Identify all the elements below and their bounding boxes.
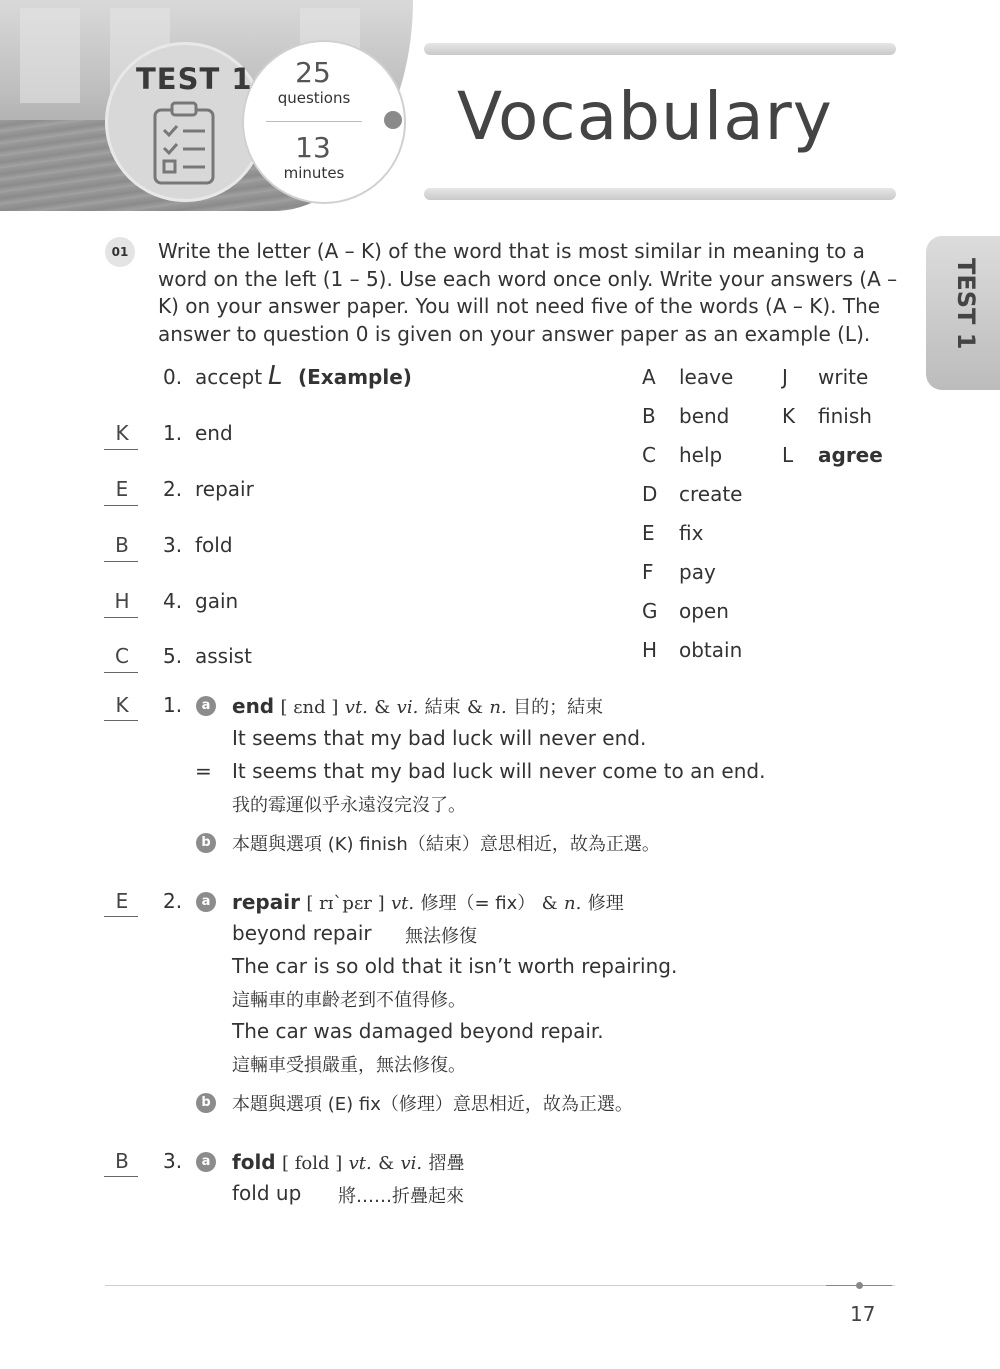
option-word: fix bbox=[679, 521, 704, 545]
example-sentence: It seems that my bad luck will never end. bbox=[232, 726, 647, 750]
explanation-number: 3. bbox=[163, 1149, 183, 1173]
option-letter: L bbox=[782, 443, 794, 467]
example-answer-handwritten: L bbox=[268, 361, 283, 391]
option-letter: F bbox=[642, 560, 654, 584]
section-title: Vocabulary bbox=[457, 78, 833, 155]
example-translation: 這輛車受損嚴重，無法修復。 bbox=[232, 1055, 466, 1076]
ampersand: & bbox=[541, 893, 558, 914]
badge-a: a bbox=[196, 1152, 216, 1172]
question-instruction: Write the letter (A – K) of the word that is most similar in meaning to a word on the left (1 – 5). Use each word once only. Write your answers (A – K) on your answer paper. You will not need five of the words (A – K). The answer to question 0 is given on your answer paper as an example (L). bbox=[158, 239, 898, 346]
option-word: create bbox=[679, 482, 743, 506]
headword: fold bbox=[232, 1150, 276, 1174]
option-letter: A bbox=[642, 365, 656, 389]
questions-label: questions bbox=[277, 89, 351, 107]
item-word: assist bbox=[195, 644, 252, 668]
chinese-meaning: 修理（= fix） bbox=[420, 893, 536, 914]
option-letter: B bbox=[642, 404, 656, 428]
footer-rule bbox=[105, 1285, 895, 1286]
item-word: repair bbox=[195, 477, 254, 501]
answer-line bbox=[104, 672, 138, 673]
item-answer: K bbox=[115, 421, 129, 445]
clipboard-checklist-icon bbox=[152, 100, 216, 186]
answer-rationale: 本題與選項 (E) fix（修理）意思相近，故為正選。 bbox=[232, 1094, 633, 1115]
explanation-number: 1. bbox=[163, 693, 183, 717]
option-word: leave bbox=[679, 365, 734, 389]
item-answer: E bbox=[115, 477, 129, 501]
item-number: 4. bbox=[163, 589, 183, 613]
badge-a: a bbox=[196, 696, 216, 716]
ampersand: & bbox=[378, 1153, 395, 1174]
answer-line bbox=[104, 720, 138, 721]
minutes-label: minutes bbox=[283, 164, 345, 182]
option-word: bend bbox=[679, 404, 730, 428]
example-note: (Example) bbox=[298, 365, 412, 389]
headword: end bbox=[232, 694, 275, 718]
phonetic: [ fold ] bbox=[281, 1153, 343, 1174]
answer-line bbox=[104, 916, 138, 917]
footer-dot bbox=[856, 1282, 863, 1289]
badge-b: b bbox=[196, 833, 216, 853]
answer-line bbox=[104, 449, 138, 450]
explanation-answer: E bbox=[115, 889, 129, 913]
title-bar-bottom bbox=[424, 188, 896, 200]
example-sentence: The car was damaged beyond repair. bbox=[232, 1019, 604, 1043]
part-of-speech: vt. bbox=[348, 1153, 372, 1174]
option-word: pay bbox=[679, 560, 716, 584]
part-of-speech: vt. bbox=[344, 697, 368, 718]
ampersand: & bbox=[467, 697, 484, 718]
option-word: help bbox=[679, 443, 723, 467]
item-number: 5. bbox=[163, 644, 183, 668]
title-bar-top bbox=[424, 43, 896, 55]
option-word-example: agree bbox=[818, 443, 883, 467]
item-word: fold bbox=[195, 533, 233, 557]
equals-sign: = bbox=[195, 759, 212, 783]
chinese-meaning: 目的；結束 bbox=[513, 697, 604, 718]
phrase-translation: 將……折疊起來 bbox=[338, 1186, 464, 1207]
answer-line bbox=[104, 561, 138, 562]
part-of-speech: n. bbox=[564, 893, 582, 914]
test-label: TEST 1 bbox=[136, 62, 253, 96]
answer-line bbox=[104, 1176, 138, 1177]
phrase: fold up bbox=[232, 1181, 302, 1205]
info-divider bbox=[266, 121, 362, 122]
page-number: 17 bbox=[850, 1302, 876, 1326]
item-answer: H bbox=[114, 589, 130, 613]
minutes-count: 13 bbox=[295, 131, 331, 164]
option-word: open bbox=[679, 599, 729, 623]
phrase: beyond repair bbox=[232, 921, 372, 945]
part-of-speech: vi. bbox=[396, 697, 419, 718]
item-answer: B bbox=[115, 533, 129, 557]
option-word: write bbox=[818, 365, 869, 389]
option-word: finish bbox=[818, 404, 872, 428]
phonetic: [ rɪˋpɛr ] bbox=[306, 893, 385, 914]
chinese-meaning: 結束 bbox=[424, 697, 461, 718]
badge-a: a bbox=[196, 892, 216, 912]
part-of-speech: vi. bbox=[400, 1153, 423, 1174]
item-word: gain bbox=[195, 589, 239, 613]
option-letter: K bbox=[782, 404, 796, 428]
option-letter: H bbox=[642, 638, 658, 662]
example-translation: 這輛車的車齡老到不值得修。 bbox=[232, 990, 466, 1011]
questions-count: 25 bbox=[295, 56, 331, 89]
item-number: 3. bbox=[163, 533, 183, 557]
chinese-meaning: 修理 bbox=[587, 893, 624, 914]
info-knob bbox=[384, 111, 402, 129]
explanation-answer: B bbox=[115, 1149, 129, 1173]
example-number: 0. bbox=[163, 365, 183, 389]
explanation-number: 2. bbox=[163, 889, 183, 913]
phrase-translation: 無法修復 bbox=[405, 926, 477, 947]
item-number: 1. bbox=[163, 421, 183, 445]
badge-b: b bbox=[196, 1093, 216, 1113]
answer-line bbox=[104, 617, 138, 618]
answer-line bbox=[104, 505, 138, 506]
side-tab bbox=[926, 236, 1000, 390]
item-answer: C bbox=[115, 644, 129, 668]
side-tab-label: TEST 1 bbox=[952, 258, 980, 350]
option-letter: E bbox=[642, 521, 655, 545]
option-letter: J bbox=[782, 365, 788, 389]
option-letter: D bbox=[642, 482, 658, 506]
option-letter: G bbox=[642, 599, 658, 623]
explanation-answer: K bbox=[115, 693, 129, 717]
question-number-badge: 01 bbox=[105, 237, 135, 267]
banner-window bbox=[20, 8, 80, 103]
item-number: 2. bbox=[163, 477, 183, 501]
headword: repair bbox=[232, 890, 300, 914]
chinese-meaning: 摺疊 bbox=[428, 1153, 465, 1174]
option-word: obtain bbox=[679, 638, 743, 662]
ampersand: & bbox=[374, 697, 391, 718]
part-of-speech: vt. bbox=[391, 893, 415, 914]
example-sentence: The car is so old that it isn’t worth repairing. bbox=[232, 954, 678, 978]
answer-rationale: 本題與選項 (K) finish（結束）意思相近，故為正選。 bbox=[232, 834, 660, 855]
option-letter: C bbox=[642, 443, 656, 467]
example-translation: 我的霉運似乎永遠沒完沒了。 bbox=[232, 795, 466, 816]
phonetic: [ ɛnd ] bbox=[280, 697, 339, 718]
item-word: end bbox=[195, 421, 233, 445]
part-of-speech: n. bbox=[489, 697, 507, 718]
example-sentence: It seems that my bad luck will never come to an end. bbox=[232, 759, 766, 783]
example-word: accept bbox=[195, 365, 263, 389]
